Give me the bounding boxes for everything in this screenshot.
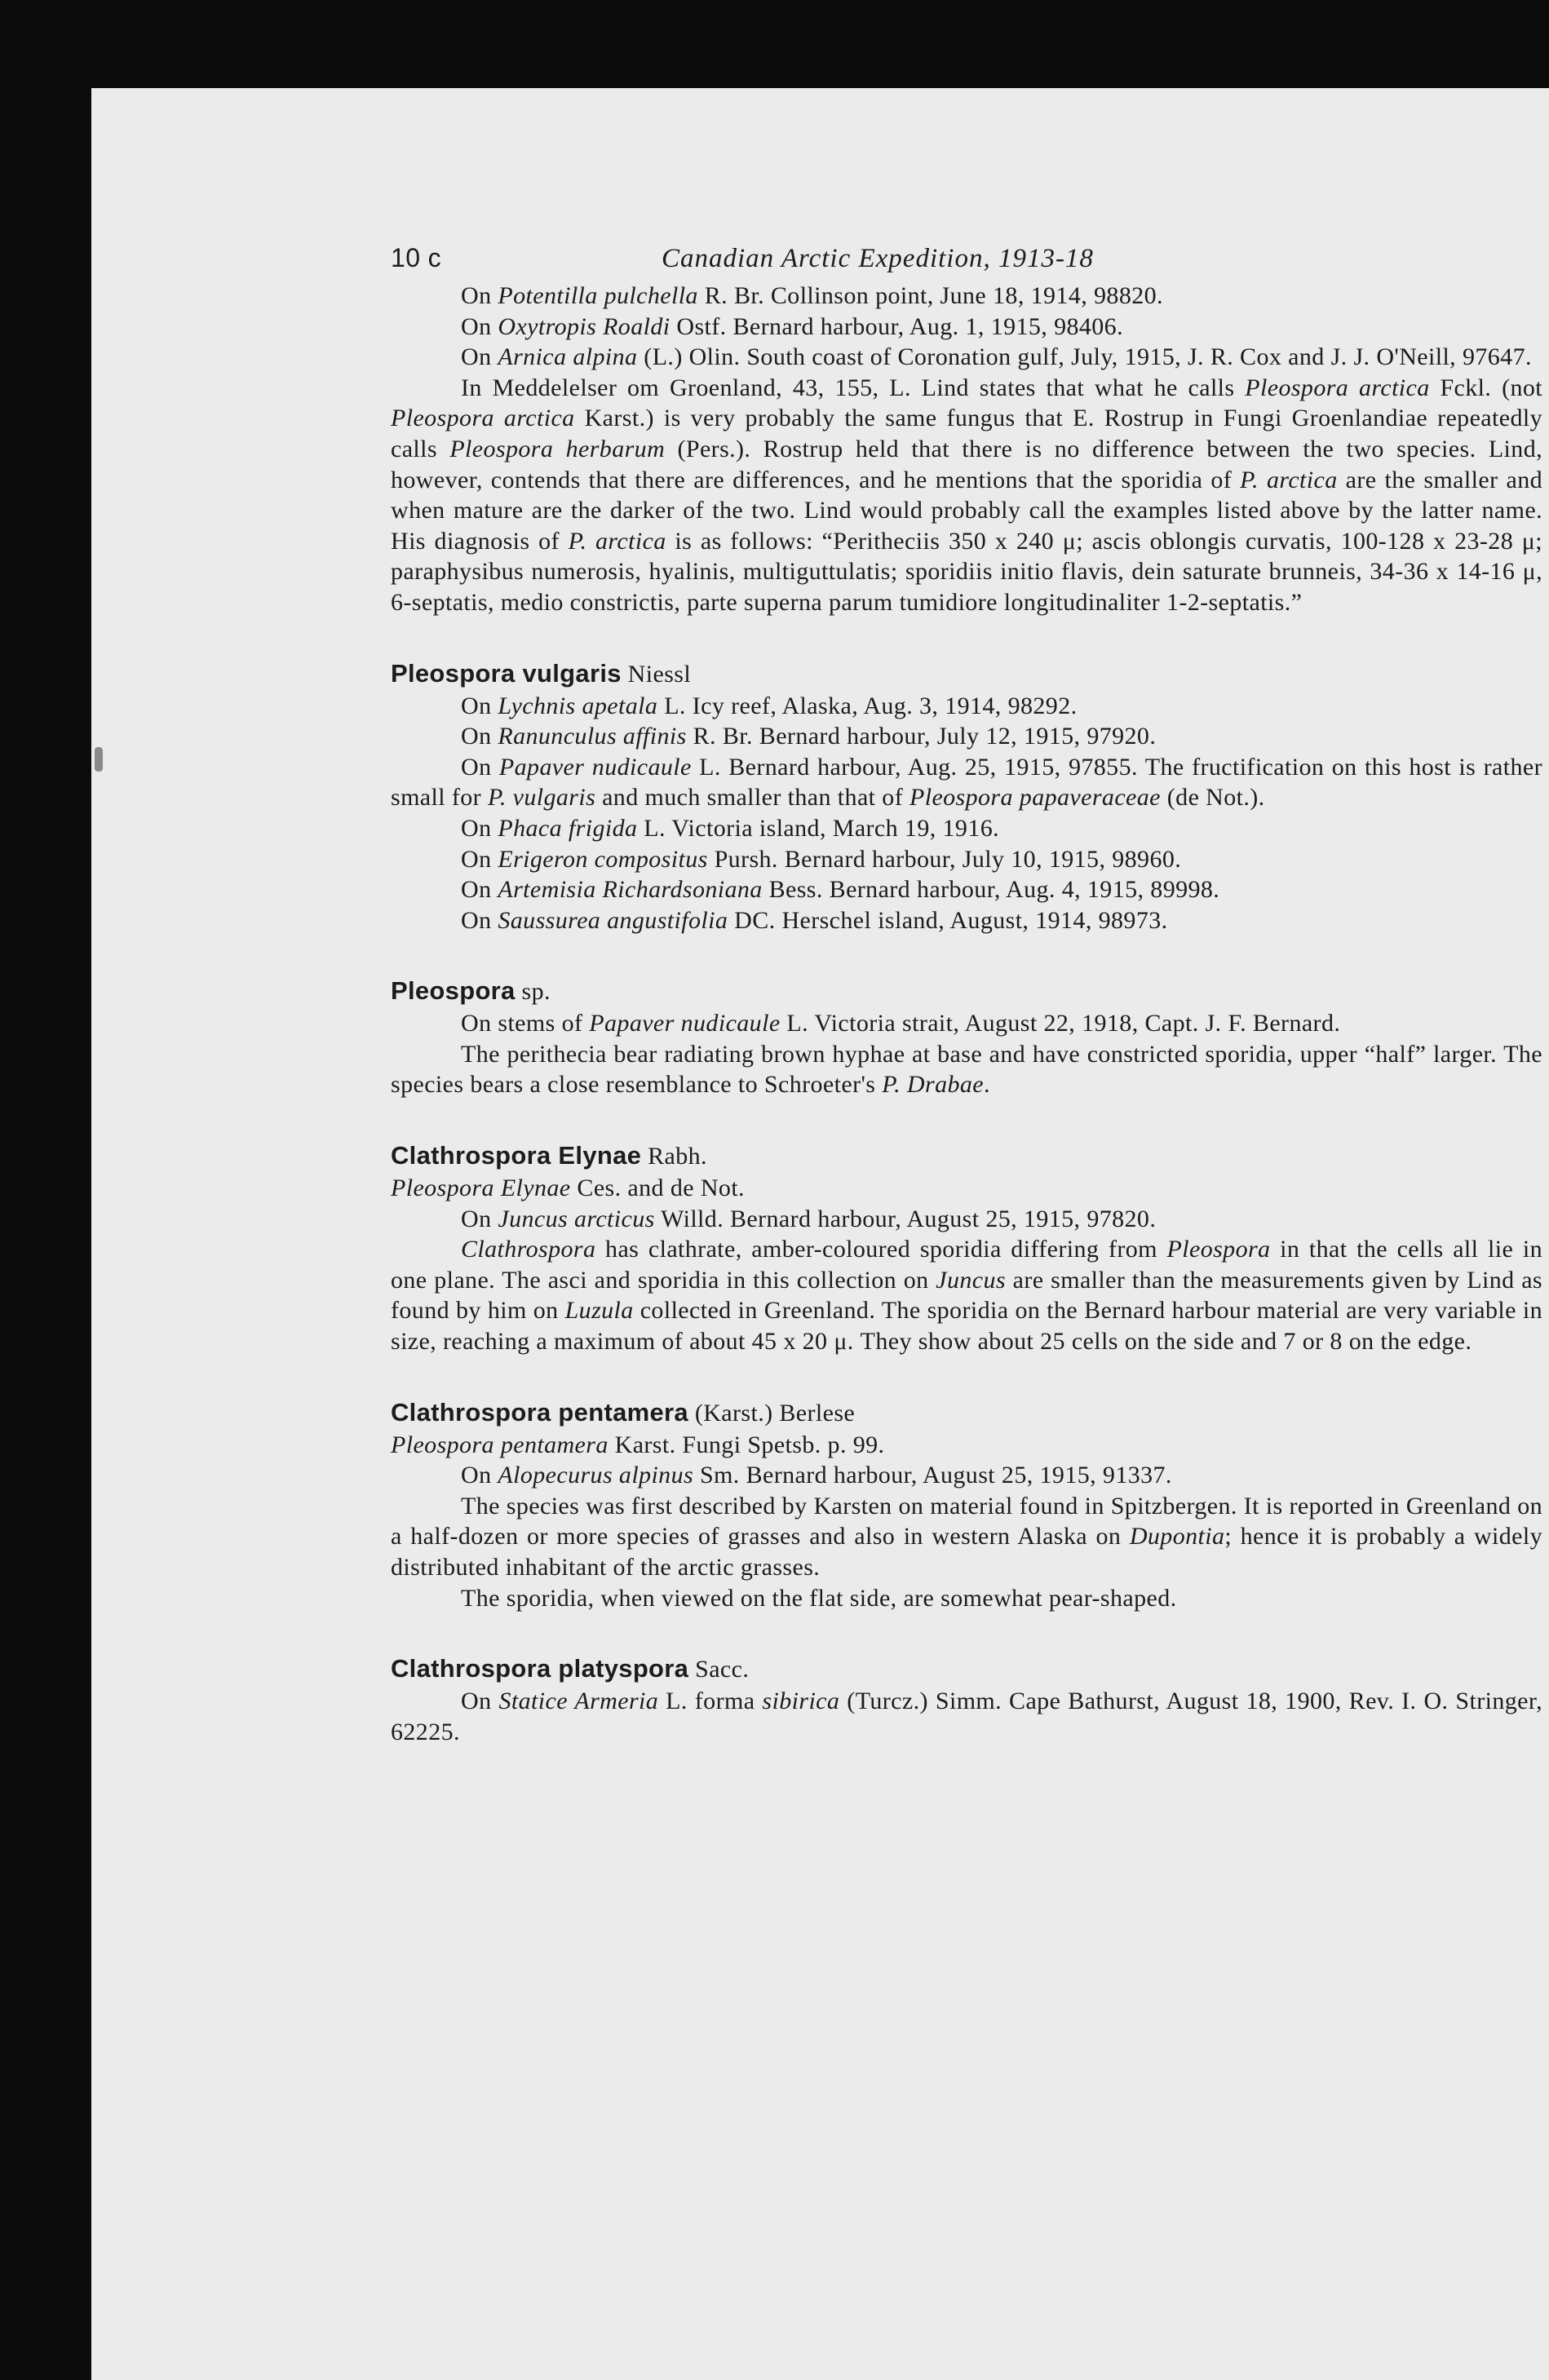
record-oxytropis: On Oxytropis Roaldi Ostf. Bernard harbour, Aug. 1, 1915, 98406.	[461, 312, 1123, 340]
section-pleospora-vulgaris	[391, 657, 1542, 936]
paragraph-karsten: The species was first described by Karsten on material found in Spitzbergen. It is reported in Greenland on a half-dozen or more species of grasses and also in western Alaska on Dupontia; hence it is probably a widely distributed inhabitant of the arctic grasses.	[391, 1492, 1542, 1581]
scanned-page	[91, 88, 1549, 2380]
species-heading: Clathrospora pentamera (Karst.) Berlese	[391, 1397, 856, 1427]
section-clathrospora-platyspora	[391, 1652, 1542, 1747]
record-erigeron: On Erigeron compositus Pursh. Bernard harbour, July 10, 1915, 98960.	[461, 845, 1182, 873]
record-alopecurus: On Alopecurus alpinus Sm. Bernard harbour, August 25, 1915, 91337.	[461, 1462, 1172, 1489]
paragraph-clathrate: Clathrospora has clathrate, amber-coloured sporidia differing from Pleospora in that the cells all lie in one plane. The asci and sporidia in this collection on Juncus are smaller than the measurements given by Lind as found by him on Luzula collected in Greenland. The sporidia on the Bernard harbour material are very variable in size, reaching a maximum of about 45 x 20 μ. They show about 25 cells on the side and 7 or 8 on the edge.	[391, 1236, 1543, 1356]
synonym-line: Pleospora Elynae Ces. and de Not.	[391, 1175, 745, 1202]
record-juncus: On Juncus arcticus Willd. Bernard harbour, August 25, 1915, 97820.	[461, 1205, 1157, 1232]
species-heading: Clathrospora Elynae Rabh.	[391, 1141, 707, 1170]
species-heading: Clathrospora platyspora Sacc.	[391, 1654, 750, 1683]
section-pleospora-sp	[391, 975, 1542, 1100]
paragraph-perithecia: The perithecia bear radiating brown hyphae at base and have constricted sporidia, upper “half” larger. The species bears a close resemblance to Schroeter's P. Drabae.	[391, 1040, 1542, 1099]
running-title: Canadian Arctic Expedition, 1913-18	[662, 244, 1094, 273]
record-artemisia: On Artemisia Richardsoniana Bess. Bernard harbour, Aug. 4, 1915, 89998.	[461, 876, 1220, 904]
binding-edge-mark	[95, 747, 103, 772]
page-number: 10 c	[391, 243, 442, 272]
paragraph-lind-diagnosis: In Meddelelser om Groenland, 43, 155, L. Lind states that what he calls Pleospora arctica Fckl. (not Pleospora arctica Karst.) is very probably the same fungus that E. Rostrup in Fungi Groenlandiae repeatedly calls Pleospora herbarum (Pers.). Rostrup held that there is no difference between the two species. Lind, however, contends that there are differences, and he mentions that the sporidia of P. arctica are the smaller and when mature are the darker of the two. Lind would probably call the examples listed above by the latter name. His diagnosis of P. arctica is as follows: “Peritheciis 350 x 240 μ; ascis oblongis curvatis, 100-128 x 23-28 μ; paraphysibus numerosis, hyalinis, multiguttulatis; sporidiis initio flavis, dein saturate brunneis, 34-36 x 14-16 μ, 6-septatis, medio constrictis, parte superna parum tumidiore longitudinaliter 1-2-septatis.”	[391, 374, 1542, 616]
record-potentilla: On Potentilla pulchella R. Br. Collinson point, June 18, 1914, 98820.	[461, 282, 1163, 309]
record-phaca: On Phaca frigida L. Victoria island, March 19, 1916.	[461, 814, 1000, 842]
record-statice: On Statice Armeria L. forma sibirica (Turcz.) Simm. Cape Bathurst, August 18, 1900, Rev. I. O. Stringer, 62225.	[391, 1688, 1542, 1745]
record-lychnis: On Lychnis apetala L. Icy reef, Alaska, Aug. 3, 1914, 98292.	[461, 692, 1078, 719]
record-ranunculus: On Ranunculus affinis R. Br. Bernard harbour, July 12, 1915, 97920.	[461, 723, 1157, 750]
record-papaver-stems: On stems of Papaver nudicaule L. Victoria strait, August 22, 1918, Capt. J. F. Bernard.	[461, 1010, 1341, 1037]
paragraph-pear-shaped: The sporidia, when viewed on the flat side, are somewhat pear-shaped.	[461, 1584, 1177, 1612]
section-clathrospora-elynae	[391, 1139, 1542, 1357]
page-header	[391, 243, 1542, 281]
record-papaver: On Papaver nudicaule L. Bernard harbour, Aug. 25, 1915, 97855. The fructification on this host is rather small for P. vulgaris and much smaller than that of Pleospora papaveraceae (de Not.).	[391, 753, 1542, 812]
record-saussurea: On Saussurea angustifolia DC. Herschel island, August, 1914, 98973.	[461, 906, 1168, 934]
section-clathrospora-pentamera	[391, 1396, 1542, 1614]
species-heading: Pleospora vulgaris Niessl	[391, 658, 692, 688]
page-content	[391, 243, 1542, 1747]
record-arnica: On Arnica alpina (L.) Olin. South coast of Coronation gulf, July, 1915, J. R. Cox and J. J. O'Neill, 97647.	[461, 343, 1532, 371]
synonym-line: Pleospora pentamera Karst. Fungi Spetsb. p. 99.	[391, 1431, 885, 1458]
species-heading: Pleospora sp.	[391, 976, 551, 1006]
